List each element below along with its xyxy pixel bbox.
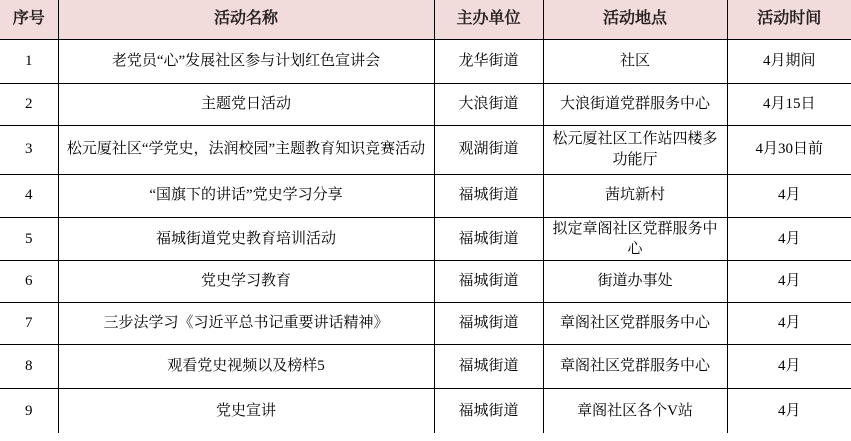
cell-index: 4	[0, 174, 58, 217]
table-row	[0, 303, 851, 345]
table-row	[0, 389, 851, 433]
cell-organizer: 观湖街道	[434, 125, 543, 174]
table-row	[0, 125, 851, 174]
cell-activity-name: “国旗下的讲话”党史学习分享	[58, 174, 434, 217]
cell-index: 3	[0, 125, 58, 174]
column-header-activity-name: 活动名称	[58, 0, 434, 39]
cell-activity-name: 三步法学习《习近平总书记重要讲话精神》	[58, 303, 434, 345]
cell-activity-name: 党史宣讲	[58, 389, 434, 433]
cell-location: 松元厦社区工作站四楼多功能厅	[543, 125, 727, 174]
cell-location: 章阁社区党群服务中心	[543, 303, 727, 345]
cell-location: 社区	[543, 39, 727, 83]
cell-organizer: 福城街道	[434, 303, 543, 345]
cell-activity-name: 观看党史视频以及榜样5	[58, 345, 434, 389]
cell-time: 4月	[727, 303, 851, 345]
table-row	[0, 83, 851, 125]
cell-time: 4月	[727, 345, 851, 389]
cell-organizer: 福城街道	[434, 217, 543, 261]
cell-location: 章阁社区各个V站	[543, 389, 727, 433]
cell-location: 茜坑新村	[543, 174, 727, 217]
cell-time: 4月	[727, 261, 851, 303]
cell-organizer: 福城街道	[434, 261, 543, 303]
column-header-index: 序号	[0, 0, 58, 39]
cell-index: 9	[0, 389, 58, 433]
cell-location: 章阁社区党群服务中心	[543, 345, 727, 389]
cell-time: 4月15日	[727, 83, 851, 125]
table-row	[0, 345, 851, 389]
cell-organizer: 大浪街道	[434, 83, 543, 125]
cell-index: 2	[0, 83, 58, 125]
cell-organizer: 福城街道	[434, 345, 543, 389]
cell-time: 4月期间	[727, 39, 851, 83]
cell-location: 大浪街道党群服务中心	[543, 83, 727, 125]
cell-location: 街道办事处	[543, 261, 727, 303]
column-header-location: 活动地点	[543, 0, 727, 39]
cell-time: 4月	[727, 389, 851, 433]
table-row	[0, 217, 851, 261]
cell-time: 4月	[727, 217, 851, 261]
cell-time: 4月30日前	[727, 125, 851, 174]
cell-index: 5	[0, 217, 58, 261]
cell-index: 7	[0, 303, 58, 345]
cell-organizer: 龙华街道	[434, 39, 543, 83]
table-row	[0, 261, 851, 303]
cell-index: 8	[0, 345, 58, 389]
cell-time: 4月	[727, 174, 851, 217]
cell-activity-name: 福城街道党史教育培训活动	[58, 217, 434, 261]
cell-activity-name: 党史学习教育	[58, 261, 434, 303]
column-header-time: 活动时间	[727, 0, 851, 39]
cell-index: 6	[0, 261, 58, 303]
cell-activity-name: 松元厦社区“学党史，法润校园”主题教育知识竞赛活动	[58, 125, 434, 174]
cell-activity-name: 老党员“心”发展社区参与计划红色宣讲会	[58, 39, 434, 83]
table-header-row	[0, 0, 851, 39]
table-row	[0, 39, 851, 83]
cell-organizer: 福城街道	[434, 174, 543, 217]
table-row	[0, 174, 851, 217]
cell-location: 拟定章阁社区党群服务中心	[543, 217, 727, 261]
cell-activity-name: 主题党日活动	[58, 83, 434, 125]
column-header-organizer: 主办单位	[434, 0, 543, 39]
cell-index: 1	[0, 39, 58, 83]
cell-organizer: 福城街道	[434, 389, 543, 433]
